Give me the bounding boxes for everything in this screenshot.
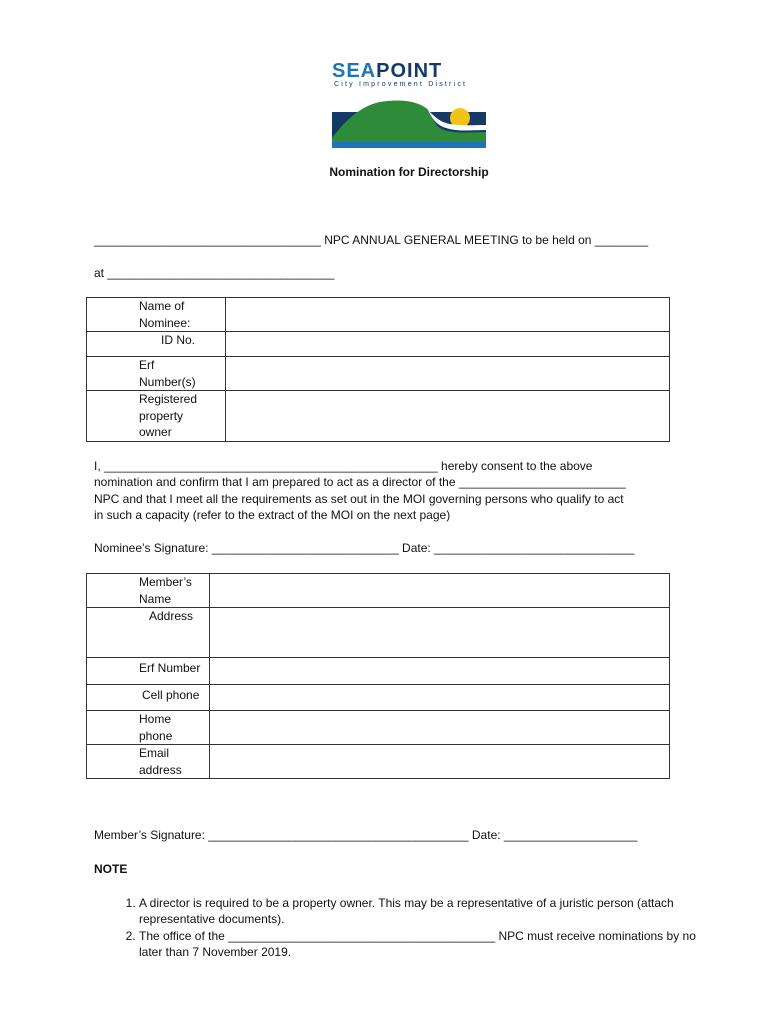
member-address-field[interactable] xyxy=(210,608,670,658)
nominee-owner-label: Registered property owner xyxy=(87,391,226,442)
note-item: 2. The office of the ________________________________________ NPC must receive nominations by no later than 7 November 2019. xyxy=(139,928,699,961)
notes-list xyxy=(94,895,699,960)
document-title: Nomination for Directorship xyxy=(329,165,489,179)
nominee-id-field[interactable] xyxy=(226,332,670,357)
nominee-name-label: Name of Nominee: xyxy=(87,298,226,332)
venue-line: at __________________________________ xyxy=(94,266,335,280)
member-name-label: Member’s Name xyxy=(87,574,210,608)
nominee-erf-label: Erf Number(s) xyxy=(87,357,226,391)
consent-paragraph xyxy=(94,458,684,523)
nominee-table xyxy=(86,297,670,442)
member-name-field[interactable] xyxy=(210,574,670,608)
consent-line: nomination and confirm that I am prepared to act as a director of the _________________________ xyxy=(94,475,626,490)
member-home-field[interactable] xyxy=(210,711,670,745)
consent-line: in such a capacity (refer to the extract of the MOI on the next page) xyxy=(94,507,451,522)
nominee-name-field[interactable] xyxy=(226,298,670,332)
logo-subtitle: City Improvement District xyxy=(334,81,468,88)
nominee-erf-field[interactable] xyxy=(226,357,670,391)
member-table xyxy=(86,573,670,779)
consent-line: I, __________________________________________________ hereby consent to the above xyxy=(94,459,593,473)
nominee-owner-field[interactable] xyxy=(226,391,670,442)
member-email-field[interactable] xyxy=(210,745,670,779)
note-heading: NOTE xyxy=(94,862,128,876)
member-erf-label: Erf Number xyxy=(87,658,210,685)
member-cell-label: Cell phone xyxy=(87,685,210,711)
nominee-signature-line: Nominee’s Signature: ____________________________ Date: ______________________________ xyxy=(94,541,635,555)
member-home-label: Home phone xyxy=(87,711,210,745)
agm-line: __________________________________ NPC ANNUAL GENERAL MEETING to be held on ________ xyxy=(94,233,649,247)
member-cell-field[interactable] xyxy=(210,685,670,711)
member-email-label: Email address xyxy=(87,745,210,779)
consent-line: NPC and that I meet all the requirements as set out in the MOI governing persons who qualify to act xyxy=(94,491,624,506)
member-erf-field[interactable] xyxy=(210,658,670,685)
seapoint-logo xyxy=(330,60,488,150)
logo-hill-sun-icon xyxy=(332,92,486,148)
nominee-id-label: ID No. xyxy=(87,332,226,357)
member-signature-line: Member’s Signature: _______________________________________ Date: ____________________ xyxy=(94,828,638,842)
note-item: 1. A director is required to be a property owner. This may be a representative of a juristic person (attach representative documents). xyxy=(139,895,699,928)
logo-wordmark: SEAPOINT xyxy=(332,60,443,82)
member-address-label: Address xyxy=(87,608,210,658)
